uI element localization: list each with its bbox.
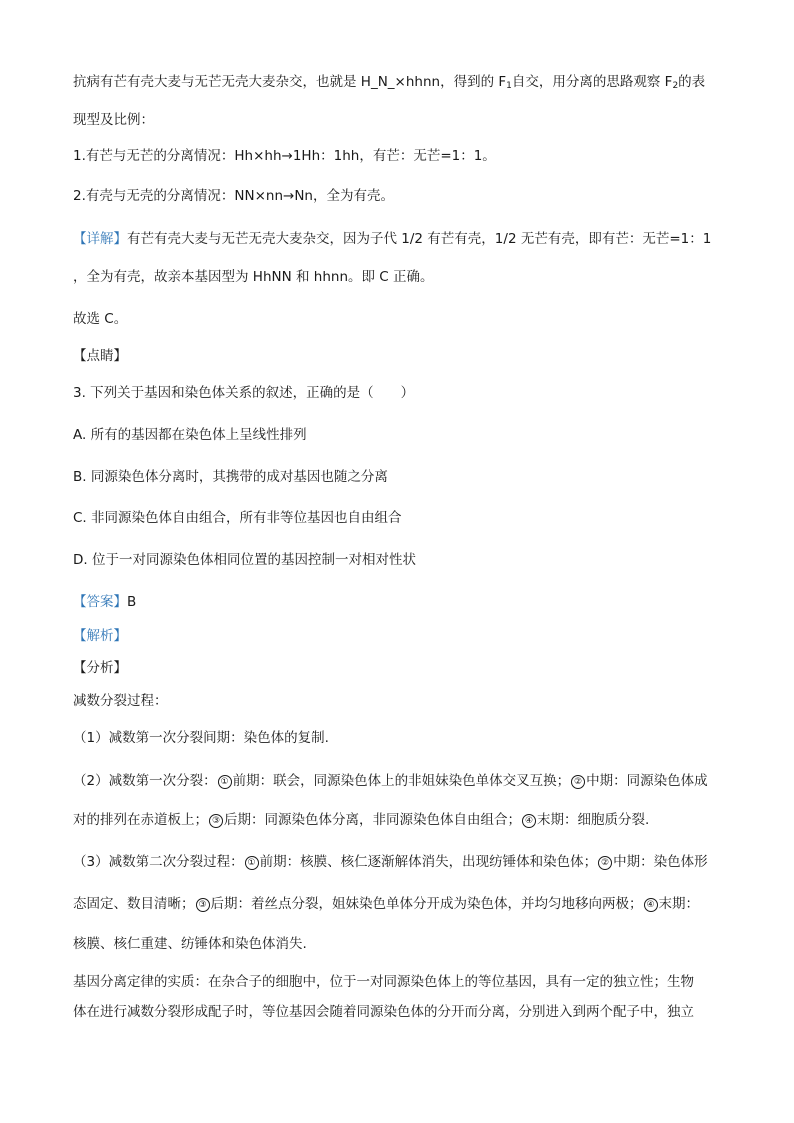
essence-line: 体在进行减数分裂形成配子时，等位基因会随着同源染色体的分开而分离，分别进入到两个配子中，独立: [73, 1004, 694, 1020]
meiosis-step-1: （1）减数第一次分裂间期：染色体的复制.: [73, 730, 329, 746]
circled-number: ③: [196, 898, 210, 912]
conclusion-line: 故选 C。: [73, 311, 128, 327]
fenxi-heading: 【分析】: [73, 660, 127, 676]
circled-number: ②: [571, 775, 585, 789]
circled-number: ①: [245, 856, 259, 870]
detail-tag: 【详解】: [73, 231, 127, 247]
circled-number: ①: [218, 775, 232, 789]
detail-line: ，全为有壳，故亲本基因型为 HhNN 和 hhnn。即 C 正确。: [73, 269, 434, 285]
question-stem: 3. 下列关于基因和染色体关系的叙述，正确的是（ ）: [73, 385, 415, 401]
answer-line: [73, 593, 733, 611]
meiosis-step-2-cont: 对的排列在赤道板上； ③ 后期：同源染色体分离，非同源染色体自由组合； ④ 末期：细胞质分裂.: [73, 812, 650, 828]
meiosis-title: 减数分裂过程：: [73, 693, 168, 709]
option-c: C. 非同源染色体自由组合，所有非等位基因也自由组合: [73, 510, 402, 526]
option-d: D. 位于一对同源染色体相同位置的基因控制一对相对性状: [73, 552, 416, 568]
option-b: B. 同源染色体分离时，其携带的成对基因也随之分离: [73, 469, 388, 485]
paragraph-line: 1.有芒与无芒的分离情况：Hh×hh→1Hh：1hh，有芒：无芒=1：1。: [73, 148, 496, 164]
meiosis-step-3: （3）减数第二次分裂过程： ① 前期：核膜、核仁逐渐解体消失，出现纺锤体和染色体； ② 中期：染色体形: [73, 854, 708, 870]
dianjing-heading: 【点睛】: [73, 348, 127, 364]
paragraph-line: 抗病有芒有壳大麦与无芒无壳大麦杂交，也就是 H_N_×hhnn，得到的 $F_1$自交，用分离的思路观察 $F_2$的表: [73, 74, 706, 91]
circled-number: ④: [644, 898, 658, 912]
circled-number: ④: [522, 814, 536, 828]
answer-value: B: [127, 594, 137, 610]
circled-number: ②: [598, 856, 612, 870]
option-a: A. 所有的基因都在染色体上呈线性排列: [73, 427, 307, 443]
jiexi-heading: 【解析】: [73, 628, 127, 644]
circled-number: ③: [209, 814, 223, 828]
answer-tag: 【答案】: [73, 594, 127, 610]
paragraph-line: 现型及比例：: [73, 112, 154, 128]
meiosis-step-2: （2）减数第一次分裂： ① 前期：联会，同源染色体上的非姐妹染色单体交叉互换； ② 中期：同源染色体成: [73, 773, 708, 789]
detail-line: 【详解】有芒有壳大麦与无芒无壳大麦杂交，因为子代 1/2 有芒有壳，1/2 无芒有壳，即有芒：无芒=1：1: [73, 231, 712, 247]
meiosis-step-3-cont: 态固定、数目清晰； ③ 后期：着丝点分裂，姐妹染色单体分开成为染色体，并均匀地移向两极； ④ 末期：: [73, 896, 699, 912]
paragraph-line: 2.有壳与无壳的分离情况：NN×nn→Nn，全为有壳。: [73, 188, 394, 204]
meiosis-step-3-cont: 核膜、核仁重建、纺锤体和染色体消失.: [73, 936, 307, 952]
essence-line: 基因分离定律的实质：在杂合子的细胞中，位于一对同源染色体上的等位基因，具有一定的独立性；生物: [73, 974, 694, 990]
